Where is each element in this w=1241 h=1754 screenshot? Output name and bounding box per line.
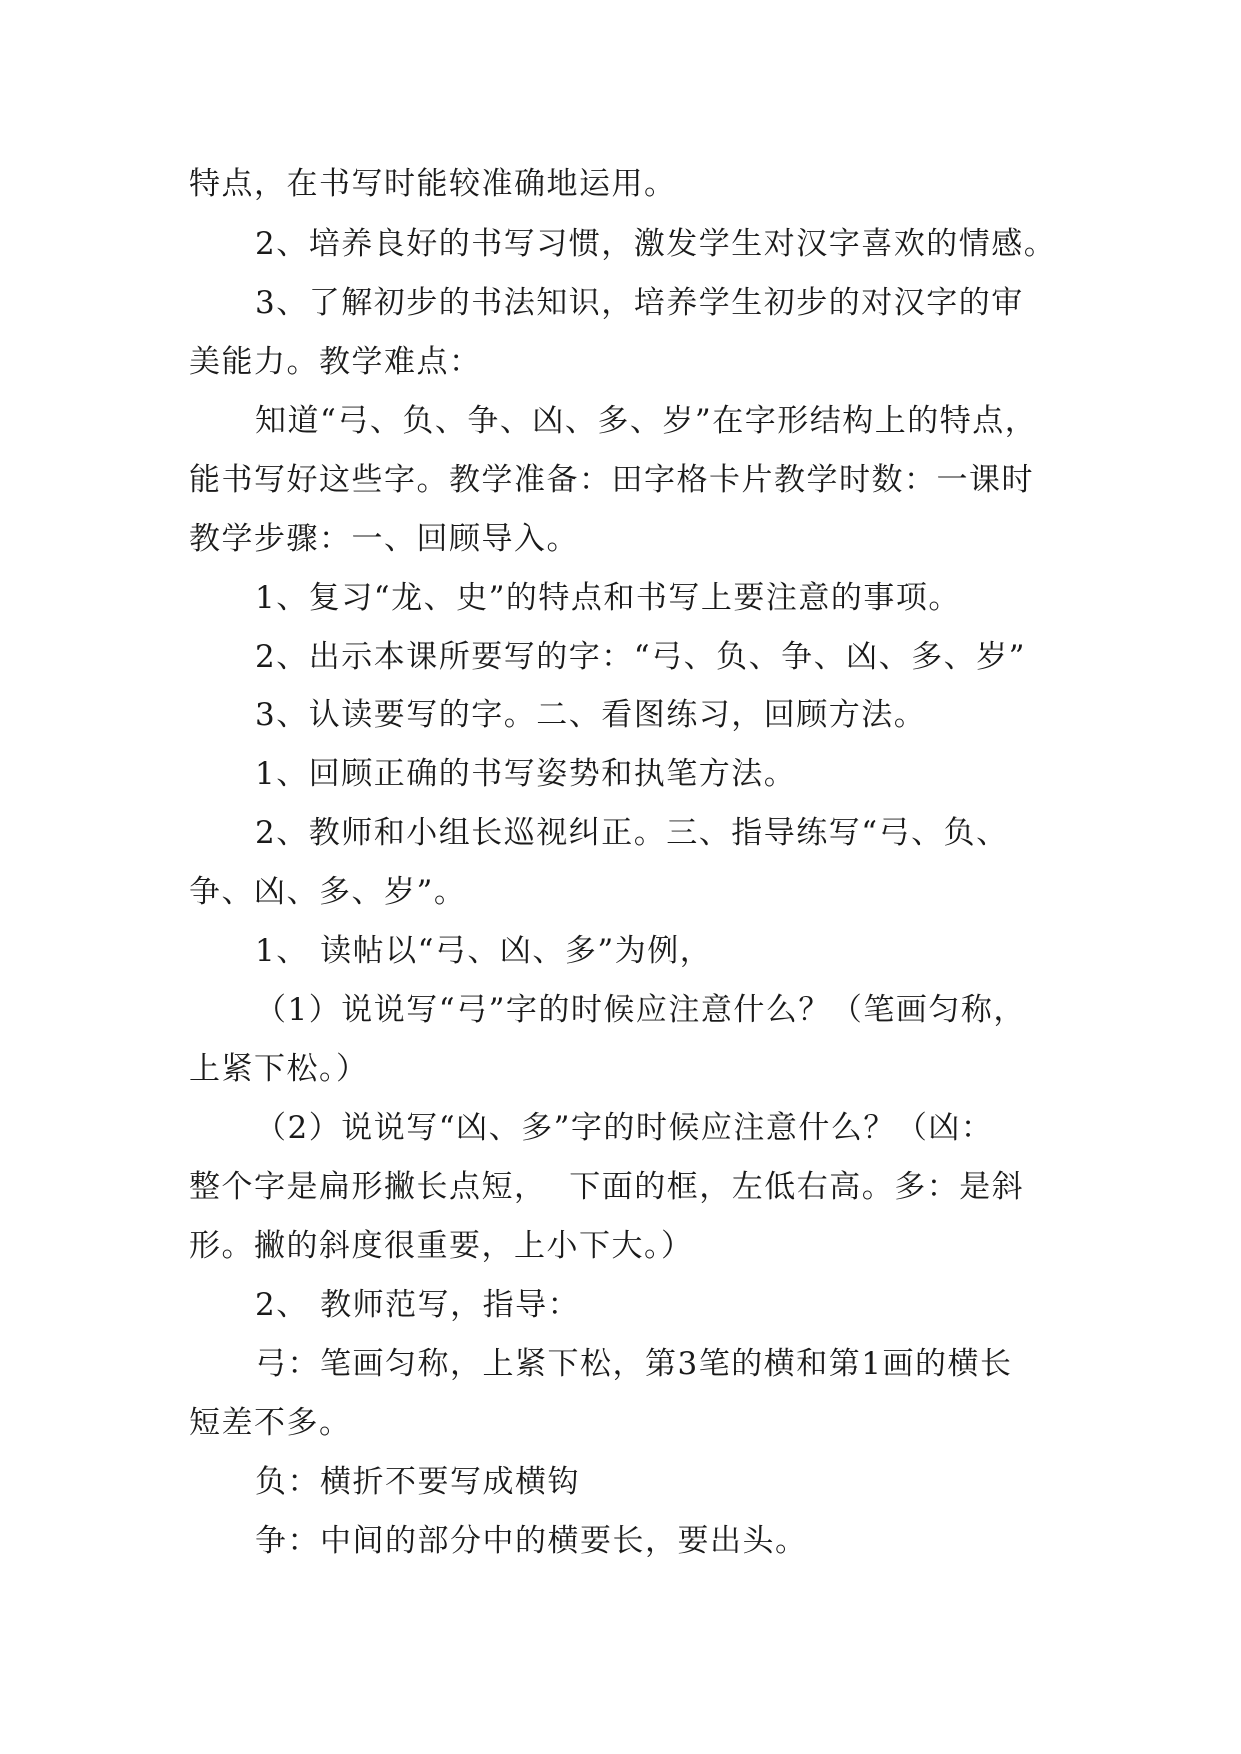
text-line: 知道“弓、负、争、凶、多、岁”在字形结构上的特点， <box>255 403 1038 439</box>
text-line: 2、教师和小组长巡视纠正。三、指导练写“弓、负、 <box>255 815 1009 851</box>
text-line: 短差不多。 <box>189 1405 352 1441</box>
text-line: 3、了解初步的书法知识，培养学生初步的对汉字的审 <box>255 285 1024 321</box>
text-line: 争、凶、多、岁”。 <box>189 874 467 910</box>
text-line: 教学步骤：一、回顾导入。 <box>189 521 579 557</box>
text-line: 美能力。教学难点： <box>189 344 482 380</box>
text-line: （2）说说写“凶、多”字的时候应注意什么？（凶： <box>255 1110 994 1146</box>
text-line: 1、 读帖以“弓、凶、多”为例， <box>255 933 713 969</box>
text-line: 1、复习“龙、史”的特点和书写上要注意的事项。 <box>255 580 961 616</box>
text-line: 争：中间的部分中的横要长，要出头。 <box>255 1523 808 1559</box>
text-line: 2、 教师范写，指导： <box>255 1287 581 1323</box>
text-line: 弓：笔画匀称，上紧下松，第3笔的横和第1画的横长 <box>255 1346 1013 1382</box>
text-line: 特点，在书写时能较准确地运用。 <box>189 166 677 202</box>
text-line: 整个字是扁形撇长点短， 下面的框，左低右高。多：是斜 <box>189 1169 1025 1205</box>
text-line: 负：横折不要写成横钩 <box>255 1464 580 1500</box>
text-line: 3、认读要写的字。二、看图练习，回顾方法。 <box>255 697 927 733</box>
text-line: 2、出示本课所要写的字：“弓、负、争、凶、多、岁” <box>255 639 1026 675</box>
text-line: 形。撇的斜度很重要，上小下大。） <box>189 1228 694 1264</box>
text-line: （1）说说写“弓”字的时候应注意什么？（笔画匀称， <box>255 992 1026 1028</box>
text-line: 能书写好这些字。教学准备：田字格卡片教学时数：一课时 <box>189 462 1034 498</box>
text-line: 上紧下松。） <box>189 1051 369 1087</box>
text-line: 2、培养良好的书写习惯，激发学生对汉字喜欢的情感。 <box>255 226 1057 262</box>
text-line: 1、回顾正确的书写姿势和执笔方法。 <box>255 756 797 792</box>
